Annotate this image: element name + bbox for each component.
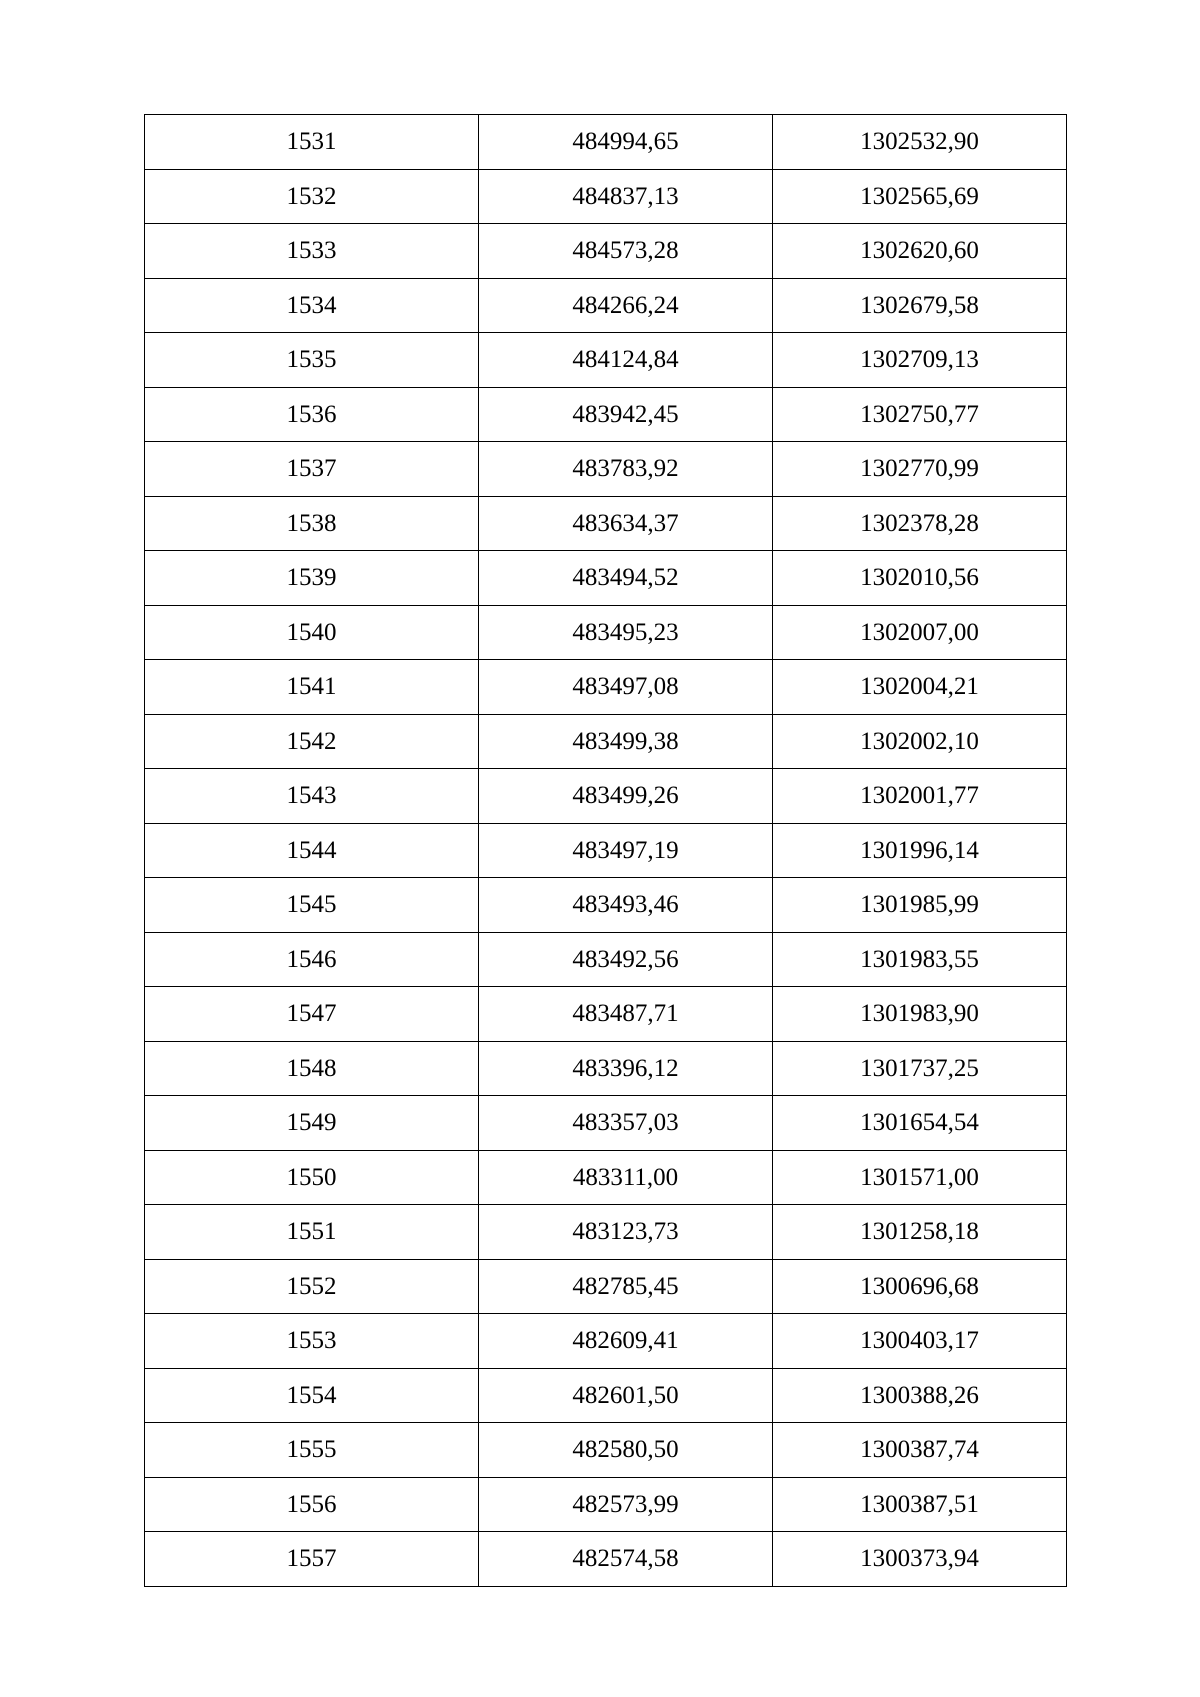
x-coordinate-cell: 482580,50 — [479, 1423, 773, 1478]
coordinates-table-body — [145, 115, 1067, 1587]
x-coordinate-cell: 483487,71 — [479, 987, 773, 1042]
y-coordinate-cell: 1301737,25 — [773, 1041, 1067, 1096]
table-row — [145, 1096, 1067, 1151]
y-coordinate-cell: 1302679,58 — [773, 278, 1067, 333]
table-row — [145, 823, 1067, 878]
x-coordinate-cell: 483499,38 — [479, 714, 773, 769]
x-coordinate-cell: 483396,12 — [479, 1041, 773, 1096]
point-number-cell: 1533 — [145, 224, 479, 279]
table-row — [145, 987, 1067, 1042]
table-row — [145, 1423, 1067, 1478]
point-number-cell: 1554 — [145, 1368, 479, 1423]
table-row — [145, 1150, 1067, 1205]
y-coordinate-cell: 1302007,00 — [773, 605, 1067, 660]
y-coordinate-cell: 1302565,69 — [773, 169, 1067, 224]
y-coordinate-cell: 1302750,77 — [773, 387, 1067, 442]
table-row — [145, 932, 1067, 987]
table-row — [145, 1205, 1067, 1260]
point-number-cell: 1551 — [145, 1205, 479, 1260]
x-coordinate-cell: 483495,23 — [479, 605, 773, 660]
y-coordinate-cell: 1300387,51 — [773, 1477, 1067, 1532]
y-coordinate-cell: 1302709,13 — [773, 333, 1067, 388]
x-coordinate-cell: 482573,99 — [479, 1477, 773, 1532]
table-row — [145, 496, 1067, 551]
y-coordinate-cell: 1302002,10 — [773, 714, 1067, 769]
point-number-cell: 1548 — [145, 1041, 479, 1096]
x-coordinate-cell: 483492,56 — [479, 932, 773, 987]
x-coordinate-cell: 483497,08 — [479, 660, 773, 715]
y-coordinate-cell: 1301571,00 — [773, 1150, 1067, 1205]
x-coordinate-cell: 484837,13 — [479, 169, 773, 224]
y-coordinate-cell: 1302378,28 — [773, 496, 1067, 551]
point-number-cell: 1536 — [145, 387, 479, 442]
point-number-cell: 1532 — [145, 169, 479, 224]
table-row — [145, 115, 1067, 170]
table-row — [145, 1259, 1067, 1314]
point-number-cell: 1550 — [145, 1150, 479, 1205]
x-coordinate-cell: 483499,26 — [479, 769, 773, 824]
y-coordinate-cell: 1301654,54 — [773, 1096, 1067, 1151]
y-coordinate-cell: 1301996,14 — [773, 823, 1067, 878]
point-number-cell: 1538 — [145, 496, 479, 551]
x-coordinate-cell: 483634,37 — [479, 496, 773, 551]
point-number-cell: 1549 — [145, 1096, 479, 1151]
x-coordinate-cell: 483942,45 — [479, 387, 773, 442]
point-number-cell: 1534 — [145, 278, 479, 333]
point-number-cell: 1547 — [145, 987, 479, 1042]
table-row — [145, 1041, 1067, 1096]
table-row — [145, 387, 1067, 442]
x-coordinate-cell: 483123,73 — [479, 1205, 773, 1260]
x-coordinate-cell: 483783,92 — [479, 442, 773, 497]
table-row — [145, 1368, 1067, 1423]
point-number-cell: 1544 — [145, 823, 479, 878]
x-coordinate-cell: 483493,46 — [479, 878, 773, 933]
table-row — [145, 278, 1067, 333]
y-coordinate-cell: 1301985,99 — [773, 878, 1067, 933]
y-coordinate-cell: 1302010,56 — [773, 551, 1067, 606]
y-coordinate-cell: 1302532,90 — [773, 115, 1067, 170]
y-coordinate-cell: 1302770,99 — [773, 442, 1067, 497]
table-row — [145, 333, 1067, 388]
x-coordinate-cell: 484573,28 — [479, 224, 773, 279]
x-coordinate-cell: 482601,50 — [479, 1368, 773, 1423]
x-coordinate-cell: 483357,03 — [479, 1096, 773, 1151]
table-row — [145, 714, 1067, 769]
x-coordinate-cell: 483497,19 — [479, 823, 773, 878]
table-row — [145, 442, 1067, 497]
y-coordinate-cell: 1301983,55 — [773, 932, 1067, 987]
x-coordinate-cell: 482609,41 — [479, 1314, 773, 1369]
table-row — [145, 1477, 1067, 1532]
x-coordinate-cell: 482574,58 — [479, 1532, 773, 1587]
point-number-cell: 1535 — [145, 333, 479, 388]
x-coordinate-cell: 483311,00 — [479, 1150, 773, 1205]
point-number-cell: 1537 — [145, 442, 479, 497]
y-coordinate-cell: 1302001,77 — [773, 769, 1067, 824]
point-number-cell: 1555 — [145, 1423, 479, 1478]
point-number-cell: 1540 — [145, 605, 479, 660]
table-row — [145, 1532, 1067, 1587]
y-coordinate-cell: 1301983,90 — [773, 987, 1067, 1042]
point-number-cell: 1557 — [145, 1532, 479, 1587]
x-coordinate-cell: 484266,24 — [479, 278, 773, 333]
y-coordinate-cell: 1300696,68 — [773, 1259, 1067, 1314]
x-coordinate-cell: 484124,84 — [479, 333, 773, 388]
table-row — [145, 224, 1067, 279]
y-coordinate-cell: 1302620,60 — [773, 224, 1067, 279]
coordinates-table — [144, 114, 1067, 1587]
point-number-cell: 1546 — [145, 932, 479, 987]
point-number-cell: 1531 — [145, 115, 479, 170]
point-number-cell: 1545 — [145, 878, 479, 933]
point-number-cell: 1543 — [145, 769, 479, 824]
table-row — [145, 660, 1067, 715]
y-coordinate-cell: 1302004,21 — [773, 660, 1067, 715]
point-number-cell: 1541 — [145, 660, 479, 715]
table-row — [145, 605, 1067, 660]
y-coordinate-cell: 1301258,18 — [773, 1205, 1067, 1260]
y-coordinate-cell: 1300373,94 — [773, 1532, 1067, 1587]
point-number-cell: 1542 — [145, 714, 479, 769]
table-row — [145, 551, 1067, 606]
table-row — [145, 769, 1067, 824]
table-row — [145, 878, 1067, 933]
x-coordinate-cell: 482785,45 — [479, 1259, 773, 1314]
point-number-cell: 1553 — [145, 1314, 479, 1369]
y-coordinate-cell: 1300388,26 — [773, 1368, 1067, 1423]
table-row — [145, 169, 1067, 224]
point-number-cell: 1552 — [145, 1259, 479, 1314]
point-number-cell: 1556 — [145, 1477, 479, 1532]
y-coordinate-cell: 1300403,17 — [773, 1314, 1067, 1369]
x-coordinate-cell: 484994,65 — [479, 115, 773, 170]
y-coordinate-cell: 1300387,74 — [773, 1423, 1067, 1478]
point-number-cell: 1539 — [145, 551, 479, 606]
table-row — [145, 1314, 1067, 1369]
x-coordinate-cell: 483494,52 — [479, 551, 773, 606]
